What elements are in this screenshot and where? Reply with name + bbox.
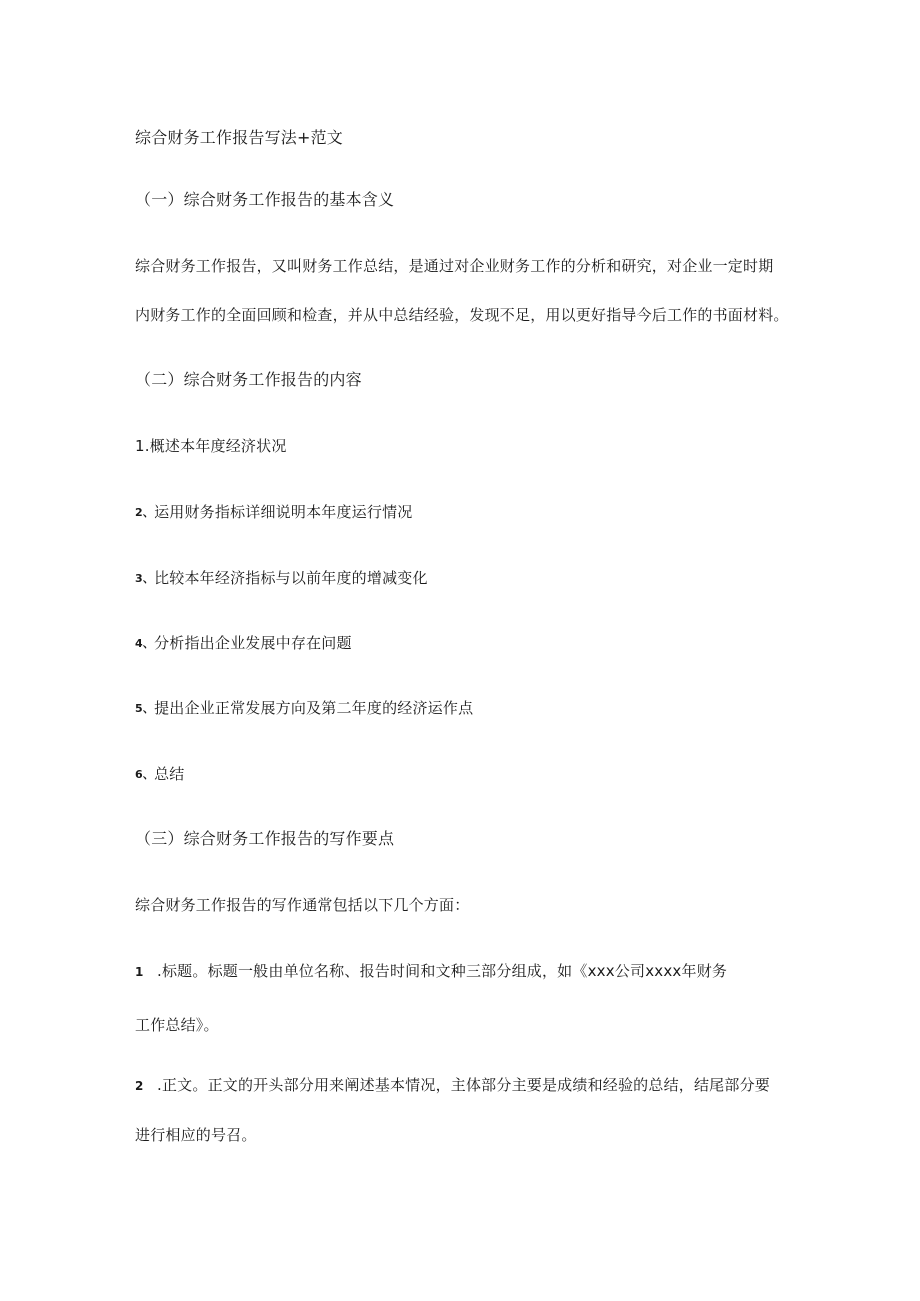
list-item-text: 比较本年经济指标与以前年度的增减变化: [154, 569, 428, 587]
list-item: [135, 568, 428, 589]
list-item-text: 提出企业正常发展方向及第二年度的经济运作点: [154, 699, 474, 717]
list-item-text: 总结: [154, 765, 185, 783]
point-continuation: 工作总结》。: [135, 1016, 219, 1034]
document-title: 综合财务工作报告写法+范文: [135, 128, 344, 147]
point-number: 2: [135, 1079, 144, 1093]
list-item: [135, 764, 184, 785]
list-item: [135, 436, 287, 456]
point-number: 1: [135, 965, 144, 979]
section3-heading: （三）综合财务工作报告的写作要点: [135, 829, 395, 848]
list-item-number: 5、: [135, 702, 155, 715]
section1-heading: （一）综合财务工作报告的基本含义: [135, 190, 395, 209]
list-item: [135, 633, 352, 654]
point-text: .正文。正文的开头部分用来阐述基本情况，主体部分主要是成绩和经验的总结，结尾部分要: [157, 1076, 770, 1094]
list-item-number: 2、: [135, 506, 155, 519]
section3-intro: 综合财务工作报告的写作通常包括以下几个方面：: [135, 896, 470, 914]
point-line: [135, 961, 727, 982]
list-item: [135, 698, 473, 719]
section2-heading: （二）综合财务工作报告的内容: [135, 370, 362, 389]
list-item-text: 分析指出企业发展中存在问题: [154, 634, 352, 652]
list-item-number: 3、: [135, 572, 155, 585]
section1-paragraph-line2: 内财务工作的全面回顾和检查，并从中总结经验，发现不足，用以更好指导今后工作的书面材料。: [135, 306, 789, 324]
point-continuation: 进行相应的号召。: [135, 1126, 257, 1144]
point-line: [135, 1075, 770, 1096]
point-text: .标题。标题一般由单位名称、报告时间和文种三部分组成，如《xxx公司xxxx年财务: [157, 962, 728, 980]
section1-paragraph-line1: 综合财务工作报告，又叫财务工作总结，是通过对企业财务工作的分析和研究，对企业一定时期: [135, 257, 774, 275]
list-item-number: 1.: [135, 437, 150, 455]
list-item-number: 6、: [135, 768, 155, 781]
list-item-text: 概述本年度经济状况: [149, 437, 287, 455]
list-item-number: 4、: [135, 637, 155, 650]
list-item: [135, 502, 412, 523]
list-item-text: 运用财务指标详细说明本年度运行情况: [154, 503, 413, 521]
